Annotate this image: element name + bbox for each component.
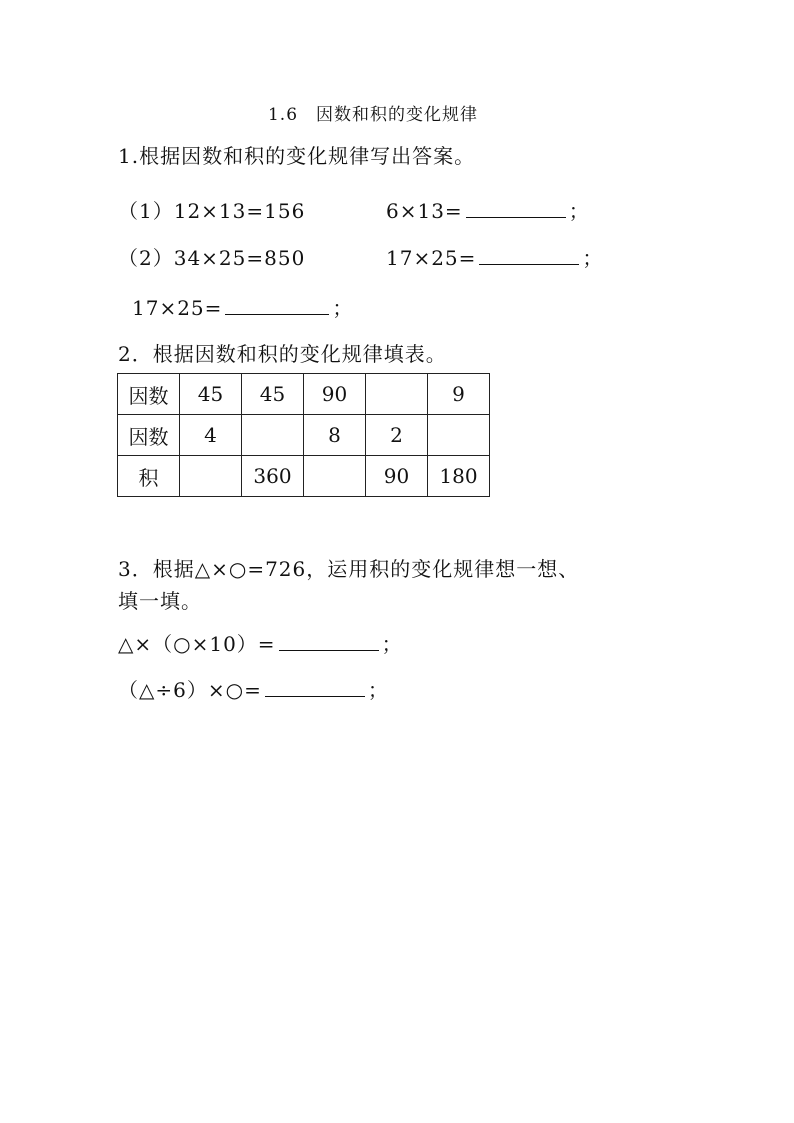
table-header-cell: 积 xyxy=(118,456,180,497)
q1-row2-question xyxy=(386,242,603,271)
q1-row1-question xyxy=(386,195,590,224)
table-cell-blank[interactable] xyxy=(304,456,366,497)
table-cell: 45 xyxy=(242,374,304,415)
q3-item2-end: ； xyxy=(367,678,389,702)
q3-item2-question xyxy=(118,674,389,703)
q3-prompt-line1: 3．根据△×○=726，运用积的变化规律想一想、 xyxy=(118,557,580,581)
table-cell: 90 xyxy=(304,374,366,415)
q1-extra-question xyxy=(132,292,353,321)
table-cell: 90 xyxy=(366,456,428,497)
answer-blank[interactable] xyxy=(265,676,365,697)
table-header-cell: 因数 xyxy=(118,374,180,415)
q1-extra-end: ； xyxy=(332,296,354,320)
table-row xyxy=(118,374,490,415)
q1-row1-ask: 6×13= xyxy=(386,199,463,223)
q1-row2-given: （2）34×25=850 xyxy=(118,246,306,270)
table-cell: 45 xyxy=(180,374,242,415)
table-cell: 180 xyxy=(428,456,490,497)
q1-row1-given: （1）12×13=156 xyxy=(118,199,306,223)
table-cell-blank[interactable] xyxy=(180,456,242,497)
table-header-cell: 因数 xyxy=(118,415,180,456)
factor-product-table xyxy=(117,373,490,497)
q1-extra-ask: 17×25= xyxy=(132,296,223,320)
table-cell-blank[interactable] xyxy=(428,415,490,456)
q3-item1-ask: △×（○×10）= xyxy=(118,632,276,656)
table-cell: 2 xyxy=(366,415,428,456)
table-cell: 4 xyxy=(180,415,242,456)
table-row xyxy=(118,415,490,456)
q3-prompt-line2: 填一填。 xyxy=(118,589,202,613)
table-row xyxy=(118,456,490,497)
q3-item2-ask: （△÷6）×○= xyxy=(118,678,262,702)
q3-item1-question xyxy=(118,628,403,657)
q1-row2-ask: 17×25= xyxy=(386,246,477,270)
table-cell: 9 xyxy=(428,374,490,415)
table-cell: 360 xyxy=(242,456,304,497)
q1-row2-end: ； xyxy=(582,246,604,270)
q1-prompt: 1.根据因数和积的变化规律写出答案。 xyxy=(118,144,476,168)
page-title: 1.6 因数和积的变化规律 xyxy=(267,105,479,125)
answer-blank[interactable] xyxy=(225,294,329,315)
table-cell-blank[interactable] xyxy=(242,415,304,456)
answer-blank[interactable] xyxy=(466,197,566,218)
q3-item1-end: ； xyxy=(381,632,403,656)
answer-blank[interactable] xyxy=(479,244,579,265)
q2-prompt: 2．根据因数和积的变化规律填表。 xyxy=(118,342,447,366)
table-cell: 8 xyxy=(304,415,366,456)
answer-blank[interactable] xyxy=(279,630,379,651)
q1-row1-end: ； xyxy=(568,199,590,223)
table-cell-blank[interactable] xyxy=(366,374,428,415)
